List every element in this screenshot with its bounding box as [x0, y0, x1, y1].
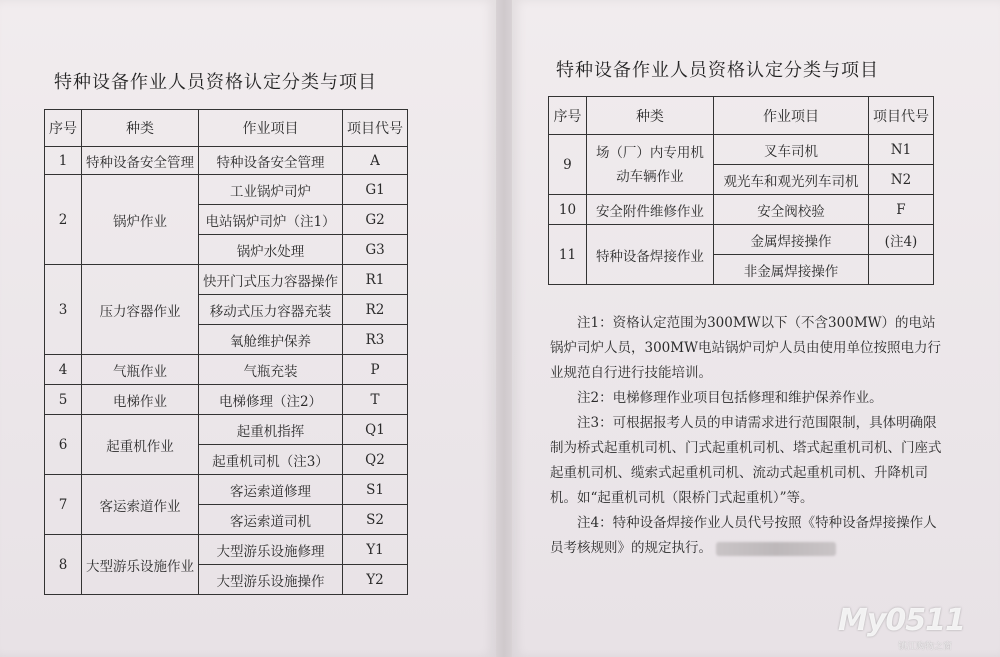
row-no: 7 — [45, 475, 82, 535]
row-item: 叉车司机 — [713, 135, 868, 165]
header-category: 种类 — [586, 97, 713, 135]
row-code: Q1 — [343, 415, 408, 445]
note-3: 注3：可根据报考人员的申请需求进行范围限制，具体明确限制为桥式起重机司机、门式起重机司机、塔式起重机司机、门座式起重机司机、缆索式起重机司机、流动式起重机司机、升降机司机。如“起重机司机（限桥门式起重机）”等。 — [550, 415, 942, 506]
left-page-title: 特种设备作业人员资格认定分类与项目 — [54, 72, 377, 93]
site-watermark — [838, 603, 988, 651]
row-code: S2 — [343, 505, 408, 535]
row-no: 1 — [45, 147, 82, 175]
right-classification-table — [548, 96, 934, 285]
note-1: 注1：资格认定范围为300MW以下（不含300MW）的电站锅炉司炉人员，300MW电站锅炉司炉人员由使用单位按照电力行业规范自行进行技能培训。 — [550, 315, 941, 381]
row-item: 大型游乐设施操作 — [199, 565, 343, 595]
table-row — [549, 195, 934, 225]
row-category: 大型游乐设施作业 — [82, 535, 199, 595]
row-item: 锅炉水处理 — [199, 235, 343, 265]
table-header-row — [549, 97, 934, 135]
row-code: (注4) — [868, 225, 933, 255]
row-category: 起重机作业 — [82, 415, 199, 475]
row-category: 压力容器作业 — [82, 265, 199, 355]
watermark-logo: My0511 — [838, 603, 965, 638]
row-code: Q2 — [343, 445, 408, 475]
row-no: 10 — [549, 195, 587, 225]
row-item: 氧舱维护保养 — [199, 325, 343, 355]
row-item: 气瓶充装 — [199, 355, 343, 385]
right-page-title: 特种设备作业人员资格认定分类与项目 — [556, 60, 879, 81]
row-code: A — [343, 147, 408, 175]
row-item: 非金属焊接操作 — [713, 255, 868, 285]
row-code — [868, 255, 933, 285]
header-no: 序号 — [45, 110, 82, 147]
row-code: R1 — [343, 265, 408, 295]
row-no: 5 — [45, 385, 82, 415]
row-code: G2 — [343, 205, 408, 235]
row-item: 起重机司机（注3） — [199, 445, 343, 475]
row-code: G3 — [343, 235, 408, 265]
row-no: 3 — [45, 265, 82, 355]
row-no: 9 — [549, 135, 587, 195]
notes-section — [550, 311, 946, 561]
row-item: 电梯修理（注2） — [199, 385, 343, 415]
row-code: T — [343, 385, 408, 415]
row-item: 电站锅炉司炉（注1） — [199, 205, 343, 235]
row-item: 工业锅炉司炉 — [199, 175, 343, 205]
row-code: Y1 — [343, 535, 408, 565]
row-no: 2 — [45, 175, 82, 265]
row-no: 11 — [549, 225, 587, 285]
row-item: 大型游乐设施修理 — [199, 535, 343, 565]
row-item: 客运索道修理 — [199, 475, 343, 505]
header-item: 作业项目 — [713, 97, 868, 135]
row-code: N2 — [868, 165, 933, 195]
row-category: 特种设备焊接作业 — [586, 225, 713, 285]
row-category: 锅炉作业 — [82, 175, 199, 265]
table-row — [45, 175, 408, 205]
row-item: 观光车和观光列车司机 — [713, 165, 868, 195]
row-code: R2 — [343, 295, 408, 325]
row-item: 快开门式压力容器操作 — [199, 265, 343, 295]
row-item: 特种设备安全管理 — [199, 147, 343, 175]
table-row — [45, 355, 408, 385]
row-item: 安全阀校验 — [713, 195, 868, 225]
row-category: 特种设备安全管理 — [82, 147, 199, 175]
row-item: 金属焊接操作 — [713, 225, 868, 255]
table-row — [549, 135, 934, 165]
row-code: R3 — [343, 325, 408, 355]
table-row — [45, 535, 408, 565]
row-code: N1 — [868, 135, 933, 165]
left-classification-table — [44, 109, 408, 595]
header-code: 项目代号 — [343, 110, 408, 147]
table-row — [45, 385, 408, 415]
row-category: 安全附件维修作业 — [586, 195, 713, 225]
row-category: 客运索道作业 — [82, 475, 199, 535]
row-item: 客运索道司机 — [199, 505, 343, 535]
row-no: 6 — [45, 415, 82, 475]
book-gutter — [496, 0, 512, 657]
note-4: 注4：特种设备焊接作业人员代号按照《特种设备焊接操作人员考核规则》的规定执行。 — [550, 515, 937, 556]
row-no: 4 — [45, 355, 82, 385]
row-code: Y2 — [343, 565, 408, 595]
row-category: 气瓶作业 — [82, 355, 199, 385]
row-category: 电梯作业 — [82, 385, 199, 415]
header-no: 序号 — [549, 97, 587, 135]
row-code: P — [343, 355, 408, 385]
row-no: 8 — [45, 535, 82, 595]
note-2: 注2：电梯修理作业项目包括修理和维护保养作业。 — [577, 390, 883, 406]
table-row — [45, 475, 408, 505]
note-4-container — [550, 511, 946, 561]
header-category: 种类 — [82, 110, 199, 147]
table-row — [45, 147, 408, 175]
table-header-row — [45, 110, 408, 147]
header-item: 作业项目 — [199, 110, 343, 147]
row-category: 场（厂）内专用机动车辆作业 — [586, 135, 713, 195]
row-item: 移动式压力容器充装 — [199, 295, 343, 325]
row-code: G1 — [343, 175, 408, 205]
row-code: F — [868, 195, 933, 225]
table-row — [45, 265, 408, 295]
header-code: 项目代号 — [868, 97, 933, 135]
row-item: 起重机指挥 — [199, 415, 343, 445]
watermark-subtitle: 镇江购物之窗 — [898, 642, 953, 652]
table-row — [45, 415, 408, 445]
row-code: S1 — [343, 475, 408, 505]
blurred-redaction — [716, 542, 836, 556]
table-row — [549, 225, 934, 255]
